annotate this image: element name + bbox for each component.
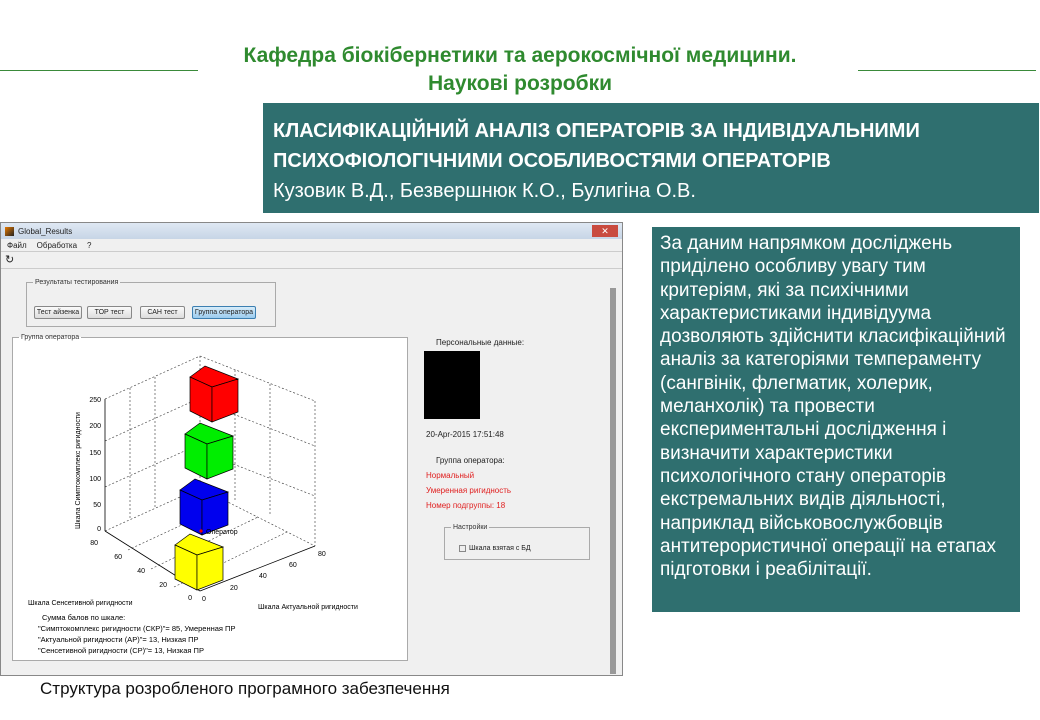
close-button[interactable]: ✕ (592, 225, 618, 237)
description-box: За даним напрямком досліджень приділено особливу увагу тим критеріям, які за психічними характеристиками індивідуума дозволяють здійснити класифікаційний аналіз за категоріями темпераменту (сангвінік, флегматик, холерик, меланхолік) та провести експериментальні дослідження і визначити характеристики психологічного стану операторів екстремальних видів діяльності, наприклад військовослужбовців антитерористичної операції на етапах підготовки і реабілітації. (652, 227, 1020, 612)
y-tick: 60 (289, 562, 297, 569)
tor-test-button[interactable]: ТОР тест (87, 306, 132, 319)
results-group-label: Результаты тестирования (35, 279, 119, 286)
matlab-icon (5, 227, 14, 236)
y-tick: 40 (259, 573, 267, 580)
menu-processing[interactable]: Обработка (36, 240, 78, 250)
title-box (263, 103, 1039, 213)
menu-help[interactable]: ? (87, 240, 92, 250)
3d-chart (0, 346, 420, 681)
eysenck-test-button[interactable]: Тест айзенка (34, 306, 82, 319)
datetime: 20-Apr-2015 17:51:48 (426, 430, 504, 439)
san-test-button[interactable]: САН тест (140, 306, 185, 319)
summary-line: "Актуальной ригидности (АР)"= 13, Низкая ПР (38, 635, 199, 644)
header-subtitle: Наукові розробки (427, 72, 613, 95)
header-title: Кафедра біокібернетики та аерокосмічної медицини. (243, 44, 797, 67)
x-tick: 0 (188, 595, 192, 602)
x-tick: 60 (114, 554, 122, 561)
z-tick: 200 (89, 423, 101, 430)
z-tick: 150 (89, 450, 101, 457)
red-cube (190, 366, 238, 422)
y-tick: 80 (318, 551, 326, 558)
app-window (0, 222, 623, 676)
x-axis-label: Шкала Сенсетивной ригидности (28, 600, 133, 607)
group-value-temperament: Нормальный (426, 471, 475, 480)
window-title: Global_Results (18, 226, 73, 236)
header-rule-right (858, 70, 1036, 71)
header-rule-left (0, 70, 198, 71)
cubes (175, 366, 238, 590)
y-tick: 20 (230, 585, 238, 592)
group-value-rigidity: Умеренная ригидность (426, 486, 512, 495)
z-tick: 100 (89, 476, 101, 483)
yellow-cube (175, 534, 223, 590)
operator-point (199, 529, 202, 532)
personal-data-label: Персональные данные: (436, 338, 525, 347)
cube-face (207, 436, 233, 479)
scrollbar[interactable] (610, 288, 616, 674)
settings-group (444, 524, 590, 560)
blue-cube (180, 479, 228, 535)
operator-group-label: Группа оператора (21, 334, 80, 341)
db-scale-checkbox[interactable] (459, 545, 466, 552)
y-tick: 0 (202, 596, 206, 603)
green-cube (185, 423, 233, 479)
results-group (26, 279, 276, 327)
x-tick: 20 (159, 582, 167, 589)
x-tick: 80 (90, 540, 98, 547)
menu-bar (1, 239, 622, 252)
operator-point-label: Оператор (206, 529, 238, 536)
client-area (2, 271, 616, 674)
cube-face (212, 379, 238, 422)
title-line-1: КЛАСИФІКАЦІЙНИЙ АНАЛІЗ ОПЕРАТОРІВ ЗА ІНДИВІДУАЛЬНИМИ (273, 120, 920, 142)
authors: Кузовик В.Д., Безвершнюк К.О., Булигіна О.В. (273, 180, 696, 202)
summary-title: Сумма балов по шкале: (42, 613, 126, 622)
db-scale-checkbox-row[interactable] (459, 545, 531, 552)
z-axis-label: Шкала Симптокомплекс ригидности (75, 412, 82, 529)
settings-group-label: Настройки (453, 524, 488, 531)
group-value-subgroup: Номер подгруппы: 18 (426, 501, 506, 510)
operator-group-button[interactable]: Группа оператора (192, 306, 256, 319)
menu-file[interactable]: Файл (7, 240, 27, 250)
photo-placeholder (424, 351, 480, 419)
z-tick: 50 (93, 502, 101, 509)
group-label: Группа оператора: (436, 456, 505, 465)
caption: Структура розробленого програмного забезпечення (40, 679, 450, 698)
z-tick: 0 (97, 526, 101, 533)
summary-line: "Сенсетивной ригидности (СР)"= 13, Низкая ПР (38, 646, 204, 655)
title-line-2: ПСИХОФІОЛОГІЧНИМИ ОСОБЛИВОСТЯМИ ОПЕРАТОРІВ (273, 150, 831, 172)
x-tick: 40 (137, 568, 145, 575)
refresh-icon[interactable]: ↻ (5, 254, 15, 266)
z-tick: 250 (89, 397, 101, 404)
y-axis-label: Шкала Актуальной ригидности (258, 604, 358, 611)
window-titlebar (1, 223, 622, 239)
db-scale-checkbox-label: Шкала взятая с БД (469, 545, 531, 552)
toolbar (1, 252, 622, 269)
summary-line: "Симптокомплекс ригидности (СКР)"= 85, Умеренная ПР (38, 624, 236, 633)
